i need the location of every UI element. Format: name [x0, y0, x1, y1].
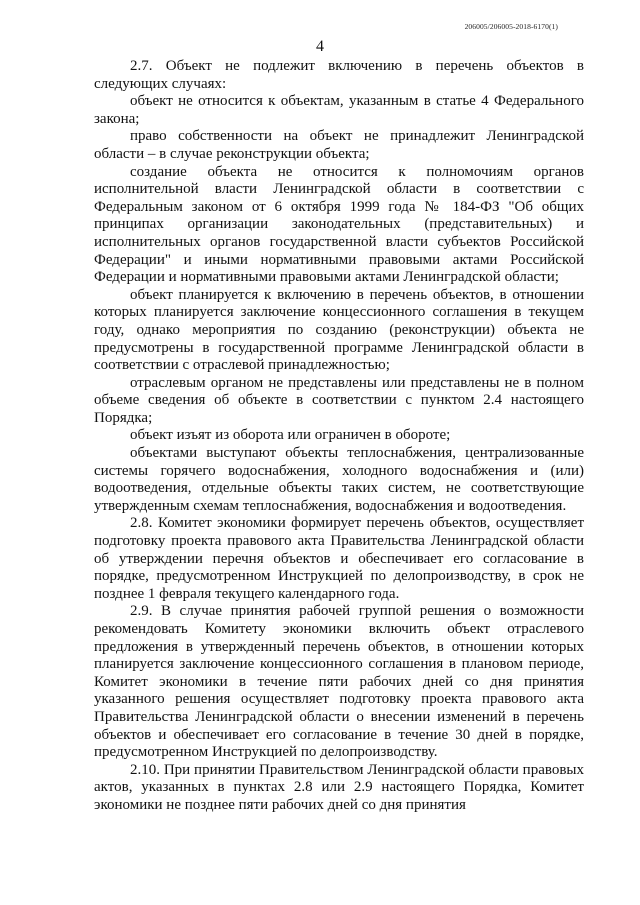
- list-item: право собственности на объект не принадлежит Ленинградской области – в случае реконструкции объекта;: [94, 128, 584, 162]
- list-item: объект изъят из оборота или ограничен в обороте;: [130, 427, 451, 444]
- clause-2-9: 2.9. В случае принятия рабочей группой решения о возможности рекомендовать Комитету экономики включить объект отраслевого предложения в утвержденный перечень объектов, в отношении которых планируется заключение концессионного соглашения в плановом периоде, Комитет экономики в течение пяти рабочих дней со дня принятия указанного решения осуществляет подготовку проекта правового акта Правительства Ленинградской области о внесении изменений в перечень объектов и обеспечивает его согласование в течение 30 дней в порядке, предусмотренном Инструкцией по делопроизводству.: [94, 603, 584, 761]
- list-item: отраслевым органом не представлены или представлены не в полном объеме сведения об объекте в соответствии с пунктом 2.4 настоящего Порядка;: [94, 374, 584, 426]
- list-item: объект не относится к объектам, указанным в статье 4 Федерального закона;: [94, 93, 584, 127]
- page-number: 4: [316, 38, 324, 55]
- list-item: объект планируется к включению в перечень объектов, в отношении которых планируется заключение концессионного соглашения в текущем году, однако мероприятия по созданию (реконструкции) объекта не предусмотрены в государственной программе Ленинградской области в соответствии с отраслевой принадлежностью;: [94, 286, 584, 374]
- document-id: 206005/206005-2018-6170(1): [464, 22, 558, 31]
- document-body: [94, 58, 584, 815]
- clause-2-7-intro: 2.7. Объект не подлежит включению в перечень объектов в следующих случаях:: [94, 58, 584, 92]
- clause-2-8: 2.8. Комитет экономики формирует перечень объектов, осуществляет подготовку проекта правового акта Правительства Ленинградской области об утверждении перечня объектов и обеспечивает его согласование в порядке, предусмотренном Инструкцией по делопроизводству, в срок не позднее 1 февраля текущего календарного года.: [94, 515, 584, 602]
- clause-2-10: 2.10. При принятии Правительством Ленинградской области правовых актов, указанных в пунктах 2.8 или 2.9 настоящего Порядка, Комитет экономики не позднее пяти рабочих дней со дня принятия: [94, 761, 584, 813]
- list-item: создание объекта не относится к полномочиям органов исполнительной власти Ленинградской области в соответствии с Федеральным законом от 6 октября 1999 года № 184-ФЗ "Об общих принципах организации законодательных (представительных) и исполнительных органов государственной власти субъектов Российской Федерации" и иными нормативными правовыми актами Российской Федерации и нормативными правовыми актами Ленинградской области;: [94, 163, 584, 286]
- list-item: объектами выступают объекты теплоснабжения, централизованные системы горячего водоснабжения, холодного водоснабжения и (или) водоотведения, отдельные объекты таких систем, не соответствующие утвержденным схемам теплоснабжения, водоснабжения и водоотведения.: [94, 445, 584, 514]
